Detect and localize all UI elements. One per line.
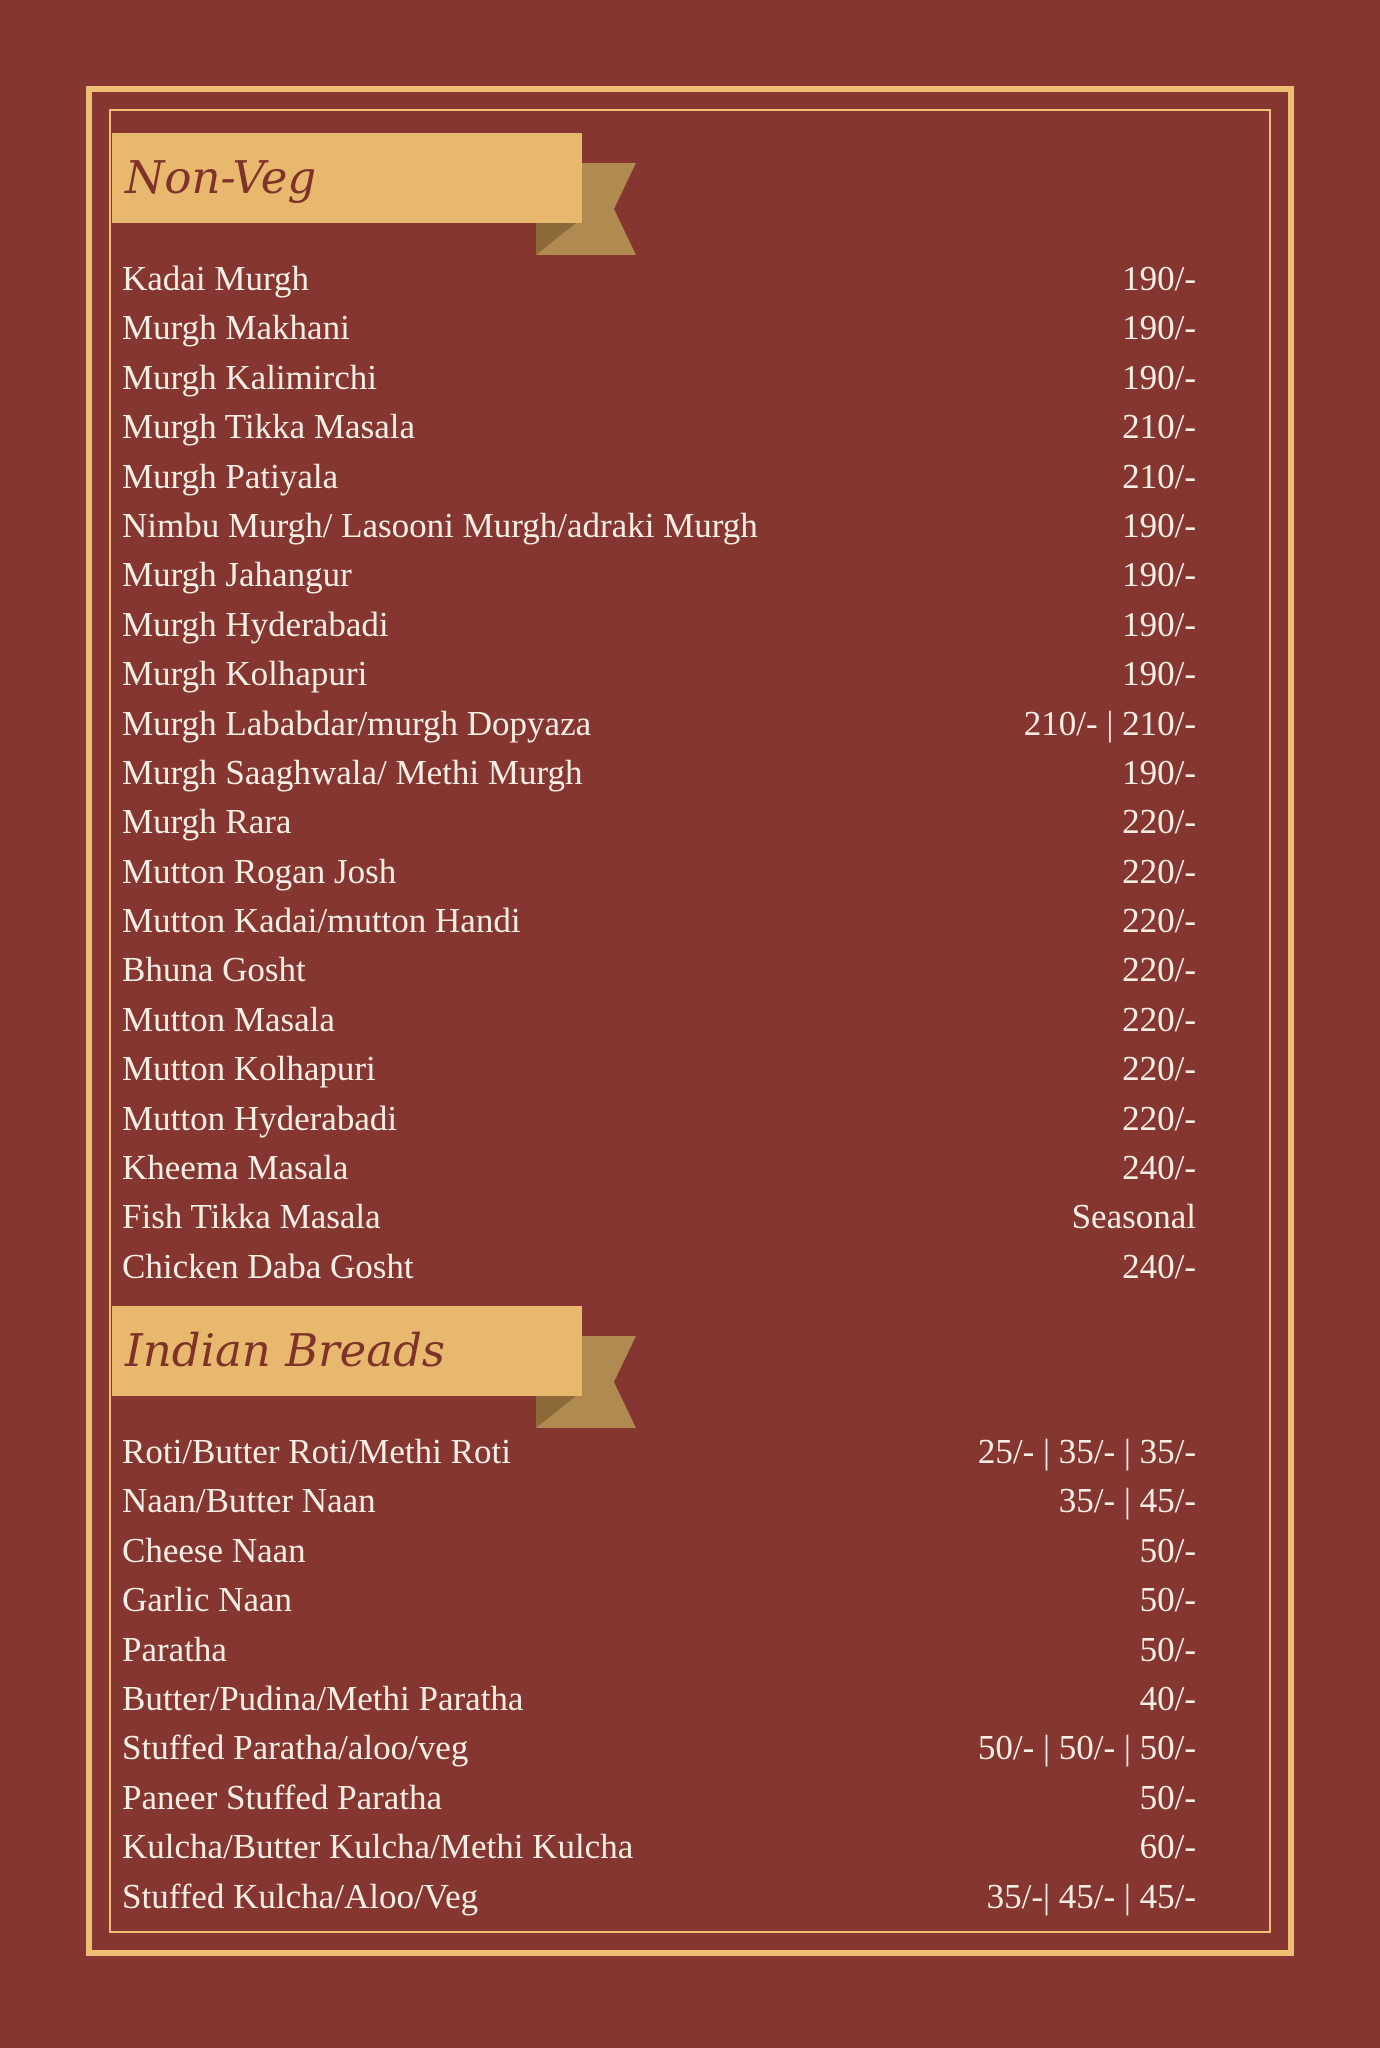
item-price: 35/- | 45/-	[1058, 1481, 1196, 1521]
item-name: Murgh Hyderabadi	[122, 604, 389, 644]
item-name: Mutton Hyderabadi	[122, 1098, 398, 1138]
item-name: Nimbu Murgh/ Lasooni Murgh/adraki Murgh	[122, 505, 758, 545]
menu-item	[122, 1773, 1196, 1822]
menu-item	[122, 402, 1196, 451]
item-name: Murgh Lababdar/murgh Dopyaza	[122, 703, 592, 743]
menu-item	[122, 1476, 1196, 1525]
item-name: Paneer Stuffed Paratha	[122, 1777, 443, 1817]
menu-item	[122, 896, 1196, 945]
item-price: 40/-	[1139, 1678, 1196, 1718]
item-price: 220/-	[1122, 999, 1196, 1039]
menu-item	[122, 1143, 1196, 1192]
menu-item	[122, 1427, 1196, 1476]
menu-item	[122, 1625, 1196, 1674]
menu-list-non-veg	[122, 254, 1196, 1291]
menu-item	[122, 550, 1196, 599]
menu-item	[122, 995, 1196, 1044]
menu-item	[122, 254, 1196, 303]
item-name: Mutton Kadai/mutton Handi	[122, 901, 521, 941]
item-price: 190/-	[1122, 505, 1196, 545]
menu-item	[122, 501, 1196, 550]
item-name: Bhuna Gosht	[122, 950, 306, 990]
menu-item	[122, 1723, 1196, 1772]
item-name: Murgh Jahangur	[122, 555, 352, 595]
item-name: Mutton Masala	[122, 999, 335, 1039]
section-title: Non-Veg	[125, 151, 317, 204]
item-price: 190/-	[1122, 654, 1196, 694]
item-price: 190/-	[1122, 259, 1196, 298]
item-name: Stuffed Kulcha/Aloo/Veg	[122, 1876, 479, 1916]
item-price: 220/-	[1122, 1049, 1196, 1089]
item-name: Butter/Pudina/Methi Paratha	[122, 1678, 524, 1718]
item-name: Murgh Kolhapuri	[122, 654, 368, 694]
item-name: Murgh Rara	[122, 802, 292, 842]
menu-item	[122, 1094, 1196, 1143]
menu-item	[122, 1526, 1196, 1575]
item-price: 210/-	[1122, 407, 1196, 447]
item-name: Kheema Masala	[122, 1148, 349, 1188]
item-price: 220/-	[1122, 802, 1196, 842]
item-price: 190/-	[1122, 357, 1196, 397]
item-price: 190/-	[1122, 308, 1196, 348]
menu-item	[122, 600, 1196, 649]
item-name: Chicken Daba Gosht	[122, 1246, 414, 1286]
item-name: Murgh Kalimirchi	[122, 357, 378, 397]
menu-item	[122, 1044, 1196, 1093]
item-price: 190/-	[1122, 604, 1196, 644]
menu-item	[122, 847, 1196, 896]
item-name: Roti/Butter Roti/Methi Roti	[122, 1432, 511, 1471]
menu-item	[122, 649, 1196, 698]
item-name: Kadai Murgh	[122, 259, 309, 298]
item-price: 210/-	[1122, 456, 1196, 496]
item-price: 50/-	[1139, 1777, 1196, 1817]
item-price: 220/-	[1122, 1098, 1196, 1138]
item-price: Seasonal	[1071, 1197, 1196, 1237]
item-price: 190/-	[1122, 752, 1196, 792]
item-price: 220/-	[1122, 851, 1196, 891]
menu-item	[122, 748, 1196, 797]
menu-item	[122, 1822, 1196, 1871]
item-name: Garlic Naan	[122, 1580, 293, 1620]
section-banner-indian-breads	[112, 1306, 582, 1396]
item-price: 50/- | 50/- | 50/-	[977, 1728, 1196, 1768]
item-price: 220/-	[1122, 901, 1196, 941]
item-price: 50/-	[1139, 1580, 1196, 1620]
item-name: Mutton Rogan Josh	[122, 851, 397, 891]
menu-item	[122, 797, 1196, 846]
menu-item	[122, 1674, 1196, 1723]
item-name: Murgh Saaghwala/ Methi Murgh	[122, 752, 583, 792]
item-price: 50/-	[1139, 1629, 1196, 1669]
item-name: Naan/Butter Naan	[122, 1481, 376, 1521]
menu-item	[122, 303, 1196, 352]
item-price: 190/-	[1122, 555, 1196, 595]
item-price: 240/-	[1122, 1148, 1196, 1188]
item-name: Mutton Kolhapuri	[122, 1049, 376, 1089]
item-price: 50/-	[1139, 1530, 1196, 1570]
item-price: 25/- | 35/- | 35/-	[977, 1432, 1196, 1471]
menu-item	[122, 1575, 1196, 1624]
item-name: Murgh Makhani	[122, 308, 350, 348]
menu-item	[122, 1872, 1196, 1921]
menu-item	[122, 699, 1196, 748]
item-price: 240/-	[1122, 1246, 1196, 1286]
item-name: Murgh Patiyala	[122, 456, 339, 496]
section-banner-non-veg	[112, 133, 582, 223]
menu-item	[122, 945, 1196, 994]
item-name: Cheese Naan	[122, 1530, 306, 1570]
menu-list-indian-breads	[122, 1427, 1196, 1921]
menu-item	[122, 353, 1196, 402]
menu-item	[122, 452, 1196, 501]
item-name: Stuffed Paratha/aloo/veg	[122, 1728, 469, 1768]
menu-item	[122, 1242, 1196, 1291]
item-price: 210/- | 210/-	[1023, 703, 1196, 743]
item-price: 220/-	[1122, 950, 1196, 990]
item-name: Kulcha/Butter Kulcha/Methi Kulcha	[122, 1827, 634, 1867]
item-name: Murgh Tikka Masala	[122, 407, 415, 447]
item-name: Fish Tikka Masala	[122, 1197, 381, 1237]
item-price: 35/-| 45/- | 45/-	[986, 1876, 1196, 1916]
item-name: Paratha	[122, 1629, 227, 1669]
section-title: Indian Breads	[125, 1324, 446, 1377]
item-price: 60/-	[1139, 1827, 1196, 1867]
menu-item	[122, 1192, 1196, 1241]
